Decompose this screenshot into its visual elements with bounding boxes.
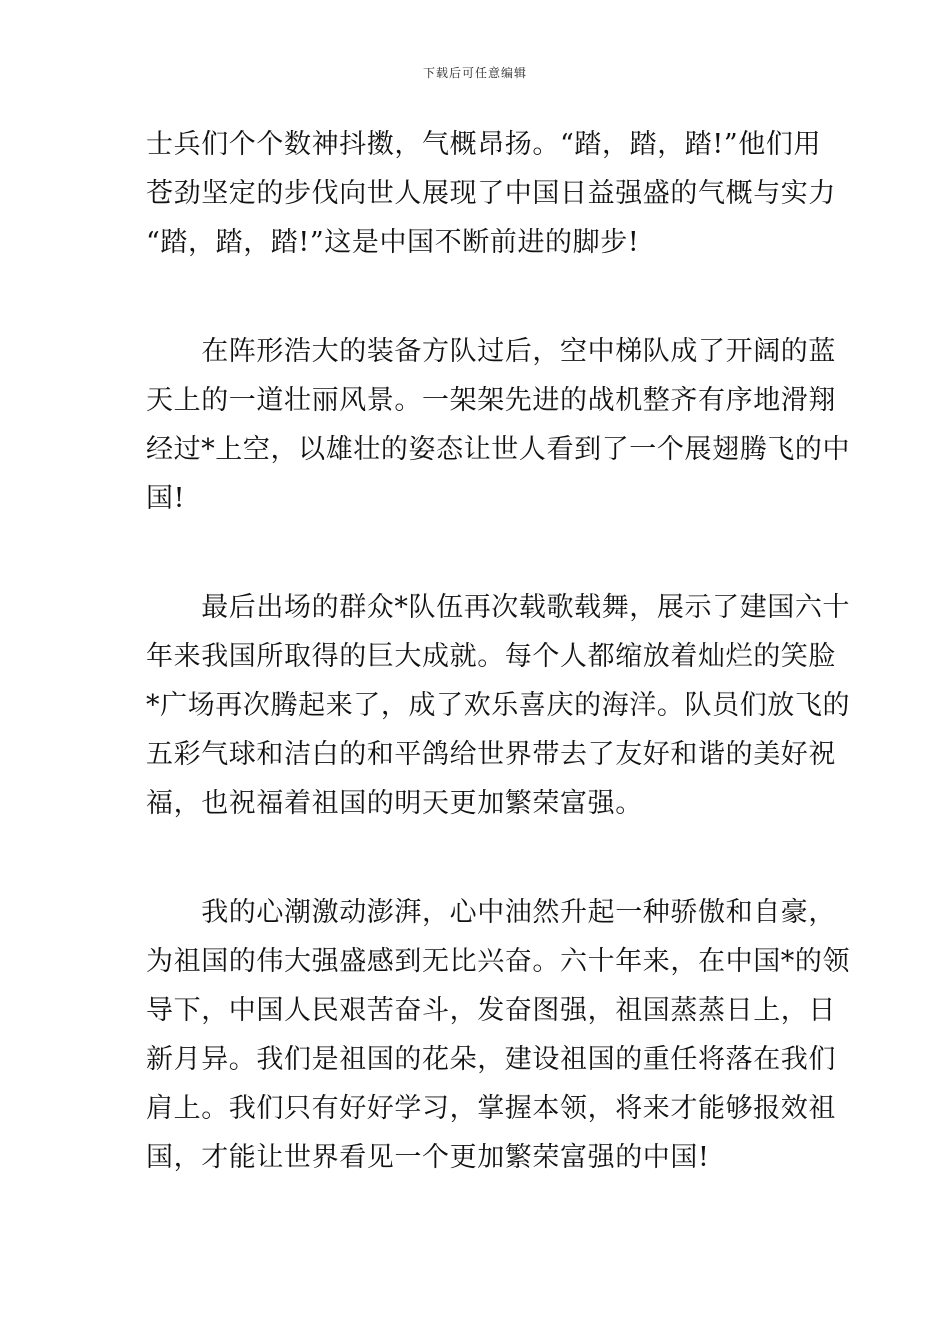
paragraph-line: 天上的一道壮丽风景。一架架先进的战机整齐有序地滑翔	[146, 385, 836, 416]
page-header: 下载后可任意编辑	[422, 66, 527, 80]
paragraph-line: 新月异。我们是祖国的花朵，建设祖国的重任将落在我们	[146, 1044, 836, 1075]
document-body	[146, 120, 851, 1242]
paragraph-1	[146, 120, 836, 267]
paragraph-line: 肩上。我们只有好好学习，掌握本领，将来才能够报效祖	[146, 1093, 836, 1124]
paragraph-line: 我的心潮激动澎湃，心中油然升起一种骄傲和自豪，	[146, 897, 836, 928]
paragraph-line: 士兵们个个数神抖擞，气概昂扬。“踏，踏，踏!”他们用	[146, 129, 822, 160]
paragraph-line: 年来我国所取得的巨大成就。每个人都缩放着灿烂的笑脸	[146, 641, 836, 672]
paragraph-line: *广场再次腾起来了，成了欢乐喜庆的海洋。队员们放飞的	[146, 690, 851, 721]
paragraph-2	[146, 327, 851, 523]
paragraph-line: 国!	[146, 483, 186, 514]
paragraph-line: 福，也祝福着祖国的明天更加繁荣富强。	[146, 788, 643, 819]
paragraph-line: 经过*上空，以雄壮的姿态让世人看到了一个展翅腾飞的中	[146, 434, 851, 465]
paragraph-line: “踏，踏，踏!”这是中国不断前进的脚步!	[146, 227, 640, 258]
paragraph-line: 国，才能让世界看见一个更加繁荣富强的中国!	[146, 1142, 710, 1173]
paragraph-line: 苍劲坚定的步伐向世人展现了中国日益强盛的气概与实力	[146, 178, 836, 209]
paragraph-line: 导下，中国人民艰苦奋斗，发奋图强，祖国蒸蒸日上，日	[146, 995, 836, 1026]
paragraph-4	[146, 888, 851, 1182]
paragraph-line: 五彩气球和洁白的和平鸽给世界带去了友好和谐的美好祝	[146, 739, 836, 770]
paragraph-line: 为祖国的伟大强盛感到无比兴奋。六十年来，在中国*的领	[146, 946, 851, 977]
paragraph-line: 最后出场的群众*队伍再次载歌载舞，展示了建国六十	[146, 592, 851, 623]
paragraph-3	[146, 583, 851, 828]
paragraph-line: 在阵形浩大的装备方队过后，空中梯队成了开阔的蓝	[146, 336, 836, 367]
